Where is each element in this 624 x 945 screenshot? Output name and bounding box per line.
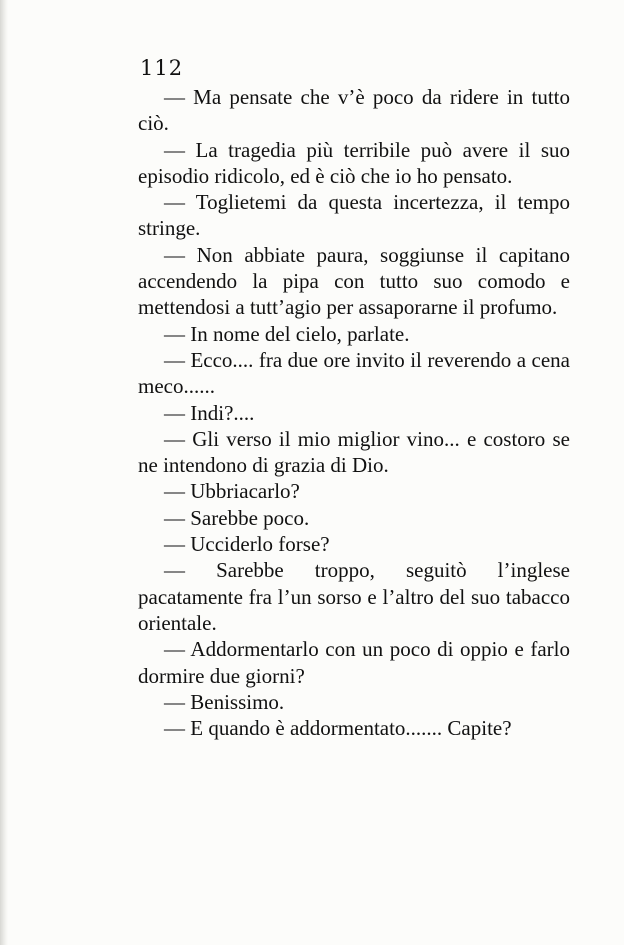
page-gutter-shadow [0,0,8,945]
paragraph: — Gli verso il mio miglior vino... e costoro se ne intendono di grazia di Dio. [138,426,570,478]
paragraph: — Toglietemi da questa incertezza, il tempo stringe. [138,190,570,241]
paragraph: — Ucciderlo forse? [164,532,330,557]
paragraph: — E quando è addormentato....... Capite? [164,716,512,741]
paragraph: — Ecco.... fra due ore invito il reverendo a cena meco...... [138,347,570,399]
paragraph: — Sarebbe troppo, seguitò l’inglese pacatamente fra l’un sorso e l’altro del suo tabacco orientale. [138,558,570,635]
paragraph: — Benissimo. [164,689,285,714]
paragraph: — Ubbriacarlo? [164,479,300,504]
paragraph: — Addormentarlo con un poco di oppio e farlo dormire due giorni? [138,637,570,688]
paragraph: — La tragedia più terribile può avere il suo episodio ridicolo, ed è ciò che io ho pensato. [138,137,570,188]
paragraph: — Sarebbe poco. [164,505,310,530]
paragraph: — Ma pensate che v’è poco da ridere in tutto ciò. [138,85,570,136]
paragraph: — In nome del cielo, parlate. [164,321,410,346]
paragraph: — Non abbiate paura, soggiunse il capitano accendendo la pipa con tutto suo comodo e mettendosi a tutt’agio per assaporarne il profumo. [138,242,570,320]
page-text [138,84,570,741]
paragraph: — Indi?.... [164,400,255,425]
page-number: 112 [140,56,184,80]
